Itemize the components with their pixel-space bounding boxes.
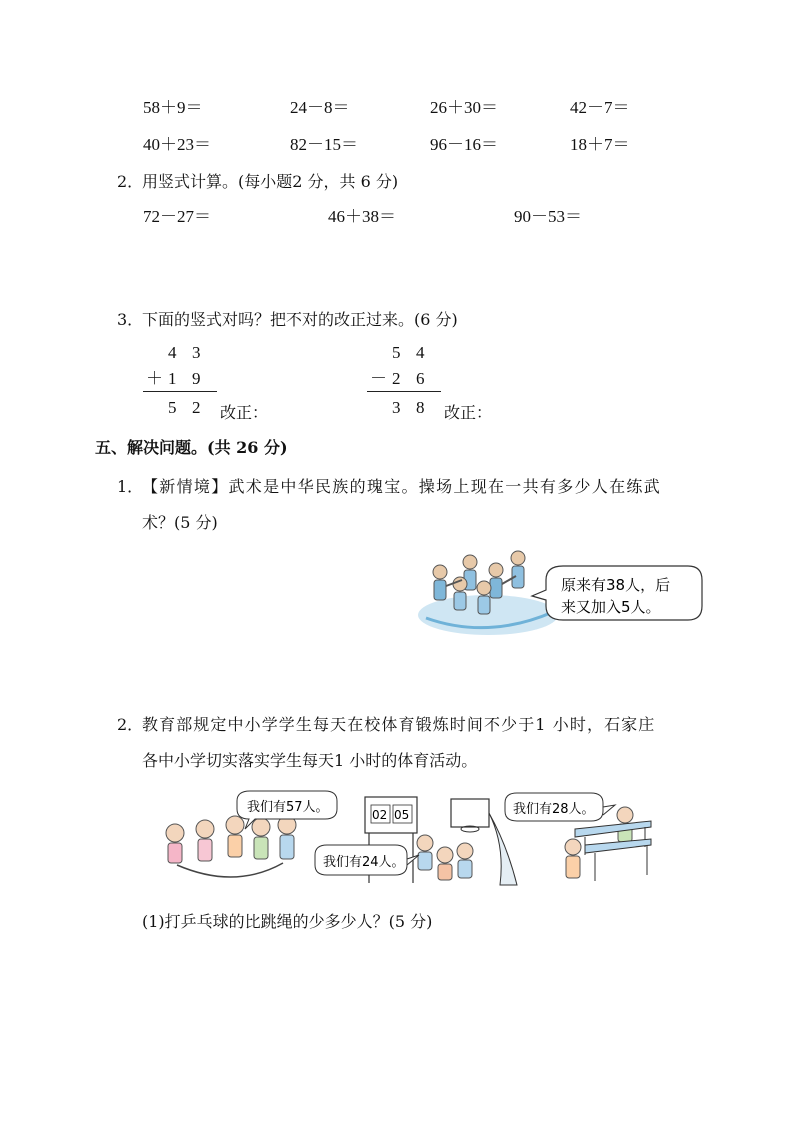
oral-calc-7: 96－16＝ bbox=[430, 135, 498, 154]
q3-number: 3． bbox=[117, 310, 144, 329]
jump-rope bbox=[177, 863, 283, 877]
right-fix-label: 改正： bbox=[444, 403, 493, 422]
oral-calc-8: 18＋7＝ bbox=[570, 135, 630, 154]
p1-line-2: 术？(5 分) bbox=[142, 513, 218, 532]
right-operator: － bbox=[370, 369, 387, 388]
oral-calc-4: 42－7＝ bbox=[570, 98, 630, 117]
martial-arts-illustration bbox=[418, 540, 708, 640]
bubble-basket-text: 我们有24人。 bbox=[323, 855, 405, 870]
scoreboard-right: 05 bbox=[394, 808, 410, 822]
left-mid-tens: 1 bbox=[168, 369, 177, 388]
sports-illustration bbox=[155, 785, 655, 895]
p1-line-1: 【新情境】武术是中华民族的瑰宝。操场上现在一共有多少人在练武 bbox=[142, 477, 662, 496]
left-top-ones: 3 bbox=[192, 343, 201, 362]
oral-calc-5: 40＋23＝ bbox=[143, 135, 211, 154]
oral-calc-3: 26＋30＝ bbox=[430, 98, 498, 117]
right-top-tens: 5 bbox=[392, 343, 401, 362]
right-result-tens: 3 bbox=[392, 398, 401, 417]
p2-number: 2． bbox=[117, 715, 144, 734]
bubble-pingpong-text: 我们有28人。 bbox=[513, 802, 595, 817]
q2-number: 2． bbox=[117, 172, 144, 191]
oral-calc-2: 24－8＝ bbox=[290, 98, 350, 117]
p1-number: 1． bbox=[117, 477, 144, 496]
bubble-rope-text: 我们有57人。 bbox=[247, 800, 329, 815]
p2-line-2: 各中小学切实落实学生每天1 小时的体育活动。 bbox=[142, 751, 478, 770]
bubble-p1-line-1: 原来有38人，后 bbox=[561, 576, 671, 594]
p2-line-1: 教育部规定中小学学生每天在校体育锻炼时间不少于1 小时，石家庄 bbox=[142, 715, 656, 734]
p2-sub-1: (1)打乒乓球的比跳绳的少多少人？(5 分) bbox=[142, 912, 433, 931]
q3-title: 下面的竖式对吗？把不对的改正过来。(6 分) bbox=[142, 310, 458, 329]
left-sum-line bbox=[143, 391, 217, 392]
right-diff-line bbox=[367, 391, 441, 392]
bubble-p1-line-2: 来又加入5人。 bbox=[561, 598, 661, 616]
left-fix-label: 改正： bbox=[220, 403, 269, 422]
left-mid-ones: 9 bbox=[192, 369, 201, 388]
right-mid-tens: 2 bbox=[392, 369, 401, 388]
right-result-ones: 8 bbox=[416, 398, 425, 417]
right-mid-ones: 6 bbox=[416, 369, 425, 388]
jump-rope-kids bbox=[166, 816, 296, 877]
left-top-tens: 4 bbox=[168, 343, 177, 362]
right-top-ones: 4 bbox=[416, 343, 425, 362]
basketball-kids bbox=[417, 835, 473, 880]
oral-calc-1: 58＋9＝ bbox=[143, 98, 203, 117]
oral-calc-6: 82－15＝ bbox=[290, 135, 358, 154]
left-result-ones: 2 bbox=[192, 398, 201, 417]
q2-item-2: 46＋38＝ bbox=[328, 207, 396, 226]
section-5-heading: 五、解决问题。(共 26 分) bbox=[95, 438, 288, 457]
scoreboard-left: 02 bbox=[372, 808, 388, 822]
left-result-tens: 5 bbox=[168, 398, 177, 417]
q2-title: 用竖式计算。(每小题2 分，共 6 分) bbox=[142, 172, 399, 191]
q2-item-3: 90－53＝ bbox=[514, 207, 582, 226]
left-operator: ＋ bbox=[146, 369, 163, 388]
q2-item-1: 72－27＝ bbox=[143, 207, 211, 226]
